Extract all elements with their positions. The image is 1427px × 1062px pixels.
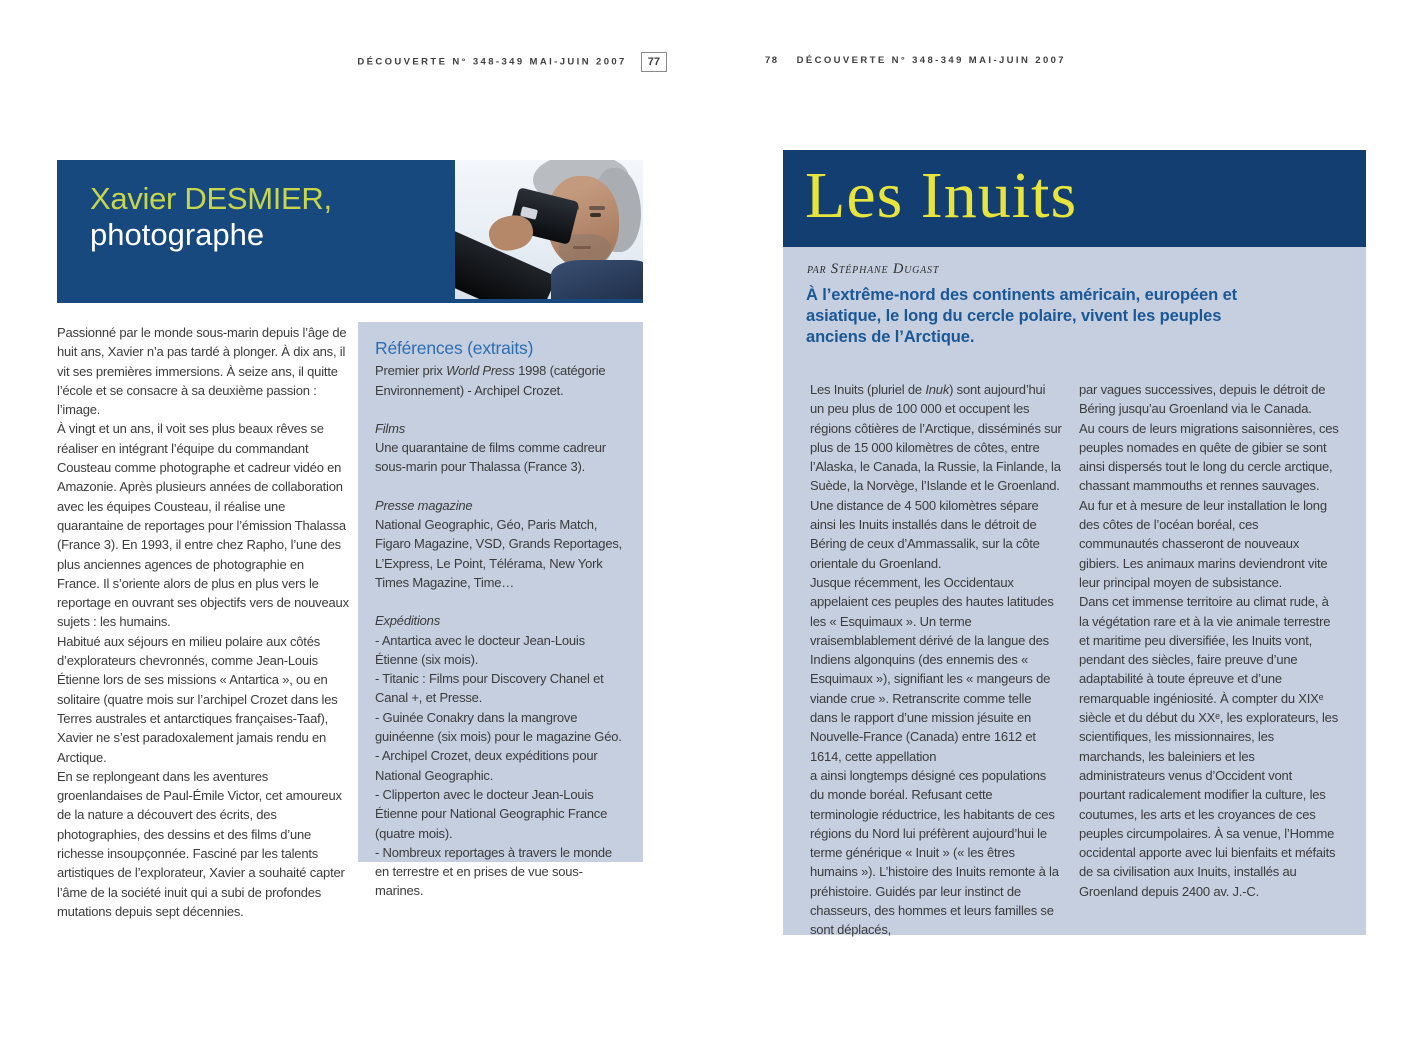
- article-paragraph: Au fur et à mesure de leur installation le long des côtes de l’océan boréal, ces communautés chasseront de nouveaux gibiers. Les animaux marins deviendront vite leur principal moyen de subsistance.: [1079, 497, 1328, 590]
- award-text-italic: World Press: [446, 363, 515, 379]
- journal-title-right: DÉCOUVERTE N° 348-349 MAI-JUIN 2007: [796, 55, 1066, 66]
- expedition-item: - Archipel Crozet, deux expéditions pour National Geographic.: [375, 748, 598, 783]
- article-byline: par Stéphane Dugast: [807, 261, 940, 277]
- right-page-title-banner: [783, 150, 1366, 247]
- photographer-photo: [455, 160, 643, 303]
- article-paragraph: Jusque récemment, les Occidentaux appelaient ces peuples des hautes latitudes les « Esquimaux ». Un terme vraisemblablement dérivé de la langue des Indiens algonquins (des ennemis des « Esquimaux »), signifiant les « mangeurs de viande crue ». Retranscrite comme telle dans le rapport d’une mission jésuite en Nouvelle-France (Canada) entre 1612 et 1614, cette appellation: [810, 574, 1054, 764]
- page-number-right: 78: [765, 55, 779, 66]
- expedition-item: - Antartica avec le docteur Jean-Louis Étienne (six mois).: [375, 632, 585, 667]
- photo-jacket-shape: [551, 260, 643, 303]
- award-text-pre: Premier prix: [375, 363, 447, 379]
- expedition-item: - Clipperton avec le docteur Jean-Louis Étienne pour National Geographic France (quatre mois).: [375, 786, 608, 841]
- col1-p1-post: ) sont aujourd’hui un peu plus de 100 000 et occupent les régions côtières de l’Arctique, disséminés sur plus de 15 000 kilomètres de côtes, entre l’Alaska, le Canada, la Russie, la Finlande, la Suède, la Norvège, l’Islande et le Groenland. Une distance de 4 500 kilomètres sépare ainsi les Inuits installés dans le détroit de Béring de ceux d’Ammassalik, sur la côte orientale du Groenland.: [810, 382, 1062, 571]
- article-standfirst: À l’extrême-nord des continents américain, européen et asiatique, le long du cercle polaire, vivent les peuples anciens de l’Arctique.: [806, 286, 1238, 346]
- references-presse-text: National Geographic, Géo, Paris Match, Figaro Magazine, VSD, Grands Reportages, L’Express, Le Point, Télérama, New York Times Magazine, Time…: [375, 517, 623, 590]
- article-content-panel: [783, 247, 1366, 938]
- photographer-name-title: Xavier DESMIER,: [90, 181, 332, 216]
- left-banner-titles: [57, 160, 455, 303]
- biography-paragraph: À vingt et un ans, il voit ses plus beaux rêves se réaliser en intégrant l’équipe du commandant Cousteau comme photographe et cadreur vidéo en Amazonie. Après plusieurs années de collaboration avec les équipes Cousteau, il réalise une quarantaine de reportages pour l’émission Thalassa (France 3). En 1993, il entre chez Rapho, l’une des plus anciennes agences de photographie en France. Il s’oriente alors de plus en plus vers le reportage en ouvrant ses objectifs vers de nouveaux sujets : les humains.: [57, 421, 349, 630]
- references-expeditions-list: [375, 631, 627, 901]
- col1-p1-pre: Les Inuits (pluriel de: [810, 382, 926, 397]
- running-head-right: [765, 55, 1066, 66]
- photo-eye-right: [590, 213, 601, 217]
- references-films-text: Une quarantaine de films comme cadreur sous-marin pour Thalassa (France 3).: [375, 440, 606, 475]
- article-paragraph: Au cours de leurs migrations saisonnières, ces peuples nomades en quête de gibier se sont ainsi dispersés tout le long du cercle arctique, chassant mammouths et rennes sauvages.: [1079, 420, 1339, 494]
- running-head-left: [57, 52, 667, 72]
- expedition-item: - Guinée Conakry dans la mangrove guinéenne (six mois) pour le magazine Géo.: [375, 709, 622, 745]
- article-column-1-rest: [810, 573, 1062, 940]
- award-text-post: 1998 (catégorie Environnement) - Archipel Crozet.: [375, 363, 606, 398]
- article-paragraph: a ainsi longtemps désigné ces populations du monde boréal. Refusant cette terminologie réductrice, les habitants de ces régions du Nord lui préfèrent aujourd’hui le terme générique « Inuit » (« les êtres humains »). L’histoire des Inuits remonte à la préhistoire. Guidés par leur instinct de chasseurs, des hommes et leurs familles se sont déplacés,: [810, 767, 1059, 938]
- article-column-2: [1079, 380, 1341, 901]
- left-page-title-banner: [57, 160, 643, 303]
- photographer-role-title: photographe: [90, 217, 265, 252]
- references-award: [375, 361, 627, 400]
- photo-bottom-strip: [455, 299, 643, 303]
- expedition-item: - Titanic : Films pour Discovery Chanel et Canal +, et Presse.: [375, 671, 604, 706]
- references-films-title: Films: [375, 420, 406, 436]
- article-paragraph: [810, 380, 1062, 573]
- photo-mouth: [573, 246, 591, 249]
- article-paragraph: Dans cet immense territoire au climat rude, à la végétation rare et à la vie animale terrestre et maritime peu diversifiée, les Inuits vont, pendant des siècles, faire preuve d’une adaptabilité à toute épreuve et d’une remarquable ingéniosité. À compter du XIXᵉ siècle et du début du XXᵉ, les explorateurs, les scientifiques, les missionnaires, les marchands, les baleiniers et les administrateurs venus d’Occident vont pourtant radicalement modifier la culture, les coutumes, les arts et les croyances de ces peuples circumpolaires. À sa venue, l’Homme occidental apporte avec lui bienfaits et méfaits de sa civilisation aux Inuits, installés au Groenland depuis 2400 av. J.-C.: [1079, 594, 1338, 899]
- references-presse-title: Presse magazine: [375, 497, 473, 513]
- col1-p1-italic: Inuk: [925, 382, 950, 397]
- expedition-item: - Nombreux reportages à travers le monde en terrestre et en prises de vue sous-marines.: [375, 844, 612, 899]
- photo-eyebrow-right: [589, 206, 605, 210]
- references-panel: [358, 322, 643, 899]
- article-column-1: [810, 380, 1062, 940]
- journal-title-left: DÉCOUVERTE N° 348-349 MAI-JUIN 2007: [357, 56, 627, 68]
- article-paragraph: par vagues successives, depuis le détroit de Béring jusqu’au Groenland via le Canada.: [1079, 382, 1326, 417]
- biography-text-column: [57, 323, 349, 921]
- article-title: Les Inuits: [805, 158, 1078, 232]
- references-expeditions-title: Expéditions: [375, 613, 441, 629]
- references-heading: Références (extraits): [375, 338, 534, 358]
- biography-paragraph: Passionné par le monde sous-marin depuis l’âge de huit ans, Xavier n’a pas tardé à plonger. À dix ans, il vit ses premières immersions. À seize ans, il quitte l’école et se consacre à sa deuxième passion : l’image.: [57, 325, 347, 418]
- page-number-box: 77: [641, 52, 667, 72]
- biography-paragraph: En se replongeant dans les aventures groenlandaises de Paul-Émile Victor, cet amoureux de la nature a découvert des écrits, des photographies, des dessins et des films d’une richesse insoupçonnée. Fasciné par les talents artistiques de l’explorateur, Xavier a souhaité capter l’âme de la société inuit qui a subi de profondes mutations depuis sept décennies.: [57, 768, 345, 919]
- biography-paragraph: Habitué aux séjours en milieu polaire aux côtés d’explorateurs chevronnés, comme Jean-Louis Étienne lors de ses missions « Antartica », ou en solitaire (quatre mois sur l’archipel Crozet dans les Terres australes et antarctiques françaises-Taaf), Xavier ne s’est paradoxalement jamais rendu en Arctique.: [57, 633, 338, 765]
